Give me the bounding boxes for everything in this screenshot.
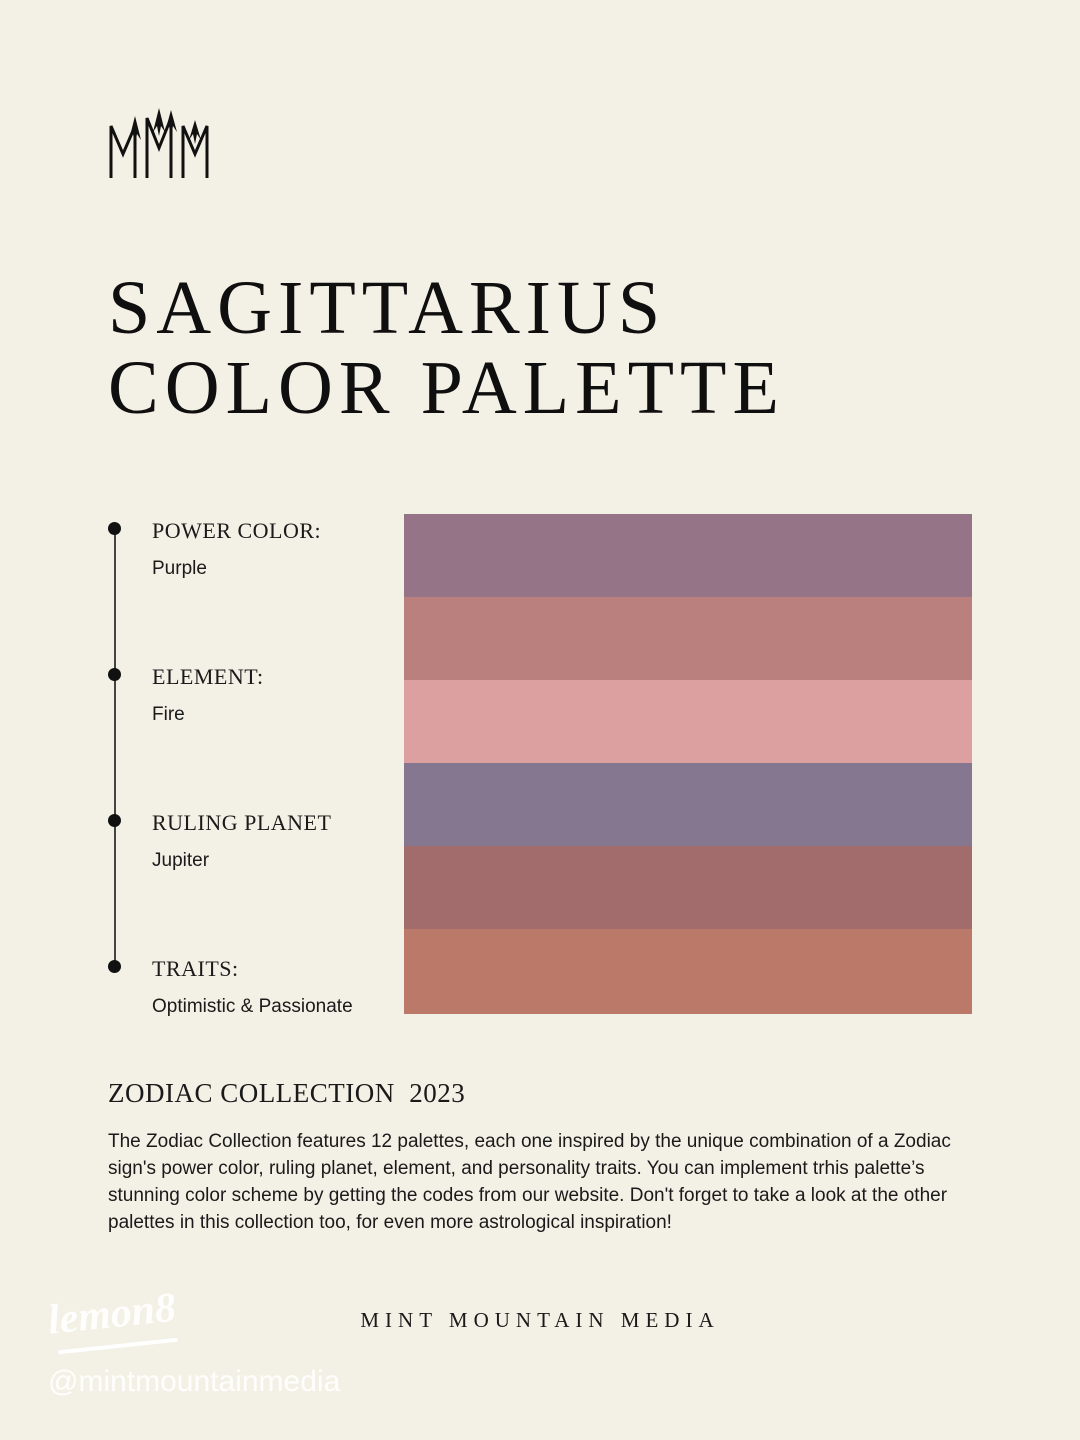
lemon8-logo: lemon8 — [45, 1284, 179, 1344]
lemon8-watermark — [45, 1284, 341, 1400]
color-palette — [404, 514, 972, 1014]
timeline-dot — [108, 668, 121, 681]
info-value: Optimistic & Passionate — [152, 996, 353, 1017]
watermark-handle: @mintmountainmedia — [48, 1365, 341, 1398]
info-label: ELEMENT: — [152, 664, 264, 689]
collection-title: ZODIAC COLLECTION 2023 — [108, 1078, 466, 1108]
footer-brand: MINT MOUNTAIN MEDIA — [360, 1308, 720, 1332]
info-label: TRAITS: — [152, 956, 239, 981]
info-value: Jupiter — [152, 850, 210, 871]
palette-swatch-2 — [404, 597, 972, 680]
timeline-dot — [108, 960, 121, 973]
info-label: POWER COLOR: — [152, 518, 322, 543]
info-value: Purple — [152, 558, 207, 579]
palette-swatch-3 — [404, 680, 972, 763]
timeline-line — [114, 525, 116, 967]
info-label: RULING PLANET — [152, 810, 332, 835]
info-value: Fire — [152, 704, 185, 725]
timeline-dot — [108, 522, 121, 535]
palette-swatch-5 — [404, 846, 972, 929]
palette-swatch-1 — [404, 514, 972, 597]
title-line-1: SAGITTARIUS — [108, 266, 667, 350]
palette-swatch-4 — [404, 763, 972, 846]
collection-description: The Zodiac Collection features 12 palettes, each one inspired by the unique combination of a Zodiac sign's power color, ruling planet, element, and personality traits. You can implement trhis palette’s stunning color scheme by getting the codes from our website. Don't forget to take a look at the other palettes in this collection too, for even more astrological inspiration! — [108, 1131, 951, 1233]
palette-swatch-6 — [404, 929, 972, 1014]
title-line-2: COLOR PALETTE — [108, 346, 785, 430]
page-title — [108, 268, 785, 428]
timeline-dot — [108, 814, 121, 827]
mmm-mountain-logo-icon — [108, 106, 214, 180]
